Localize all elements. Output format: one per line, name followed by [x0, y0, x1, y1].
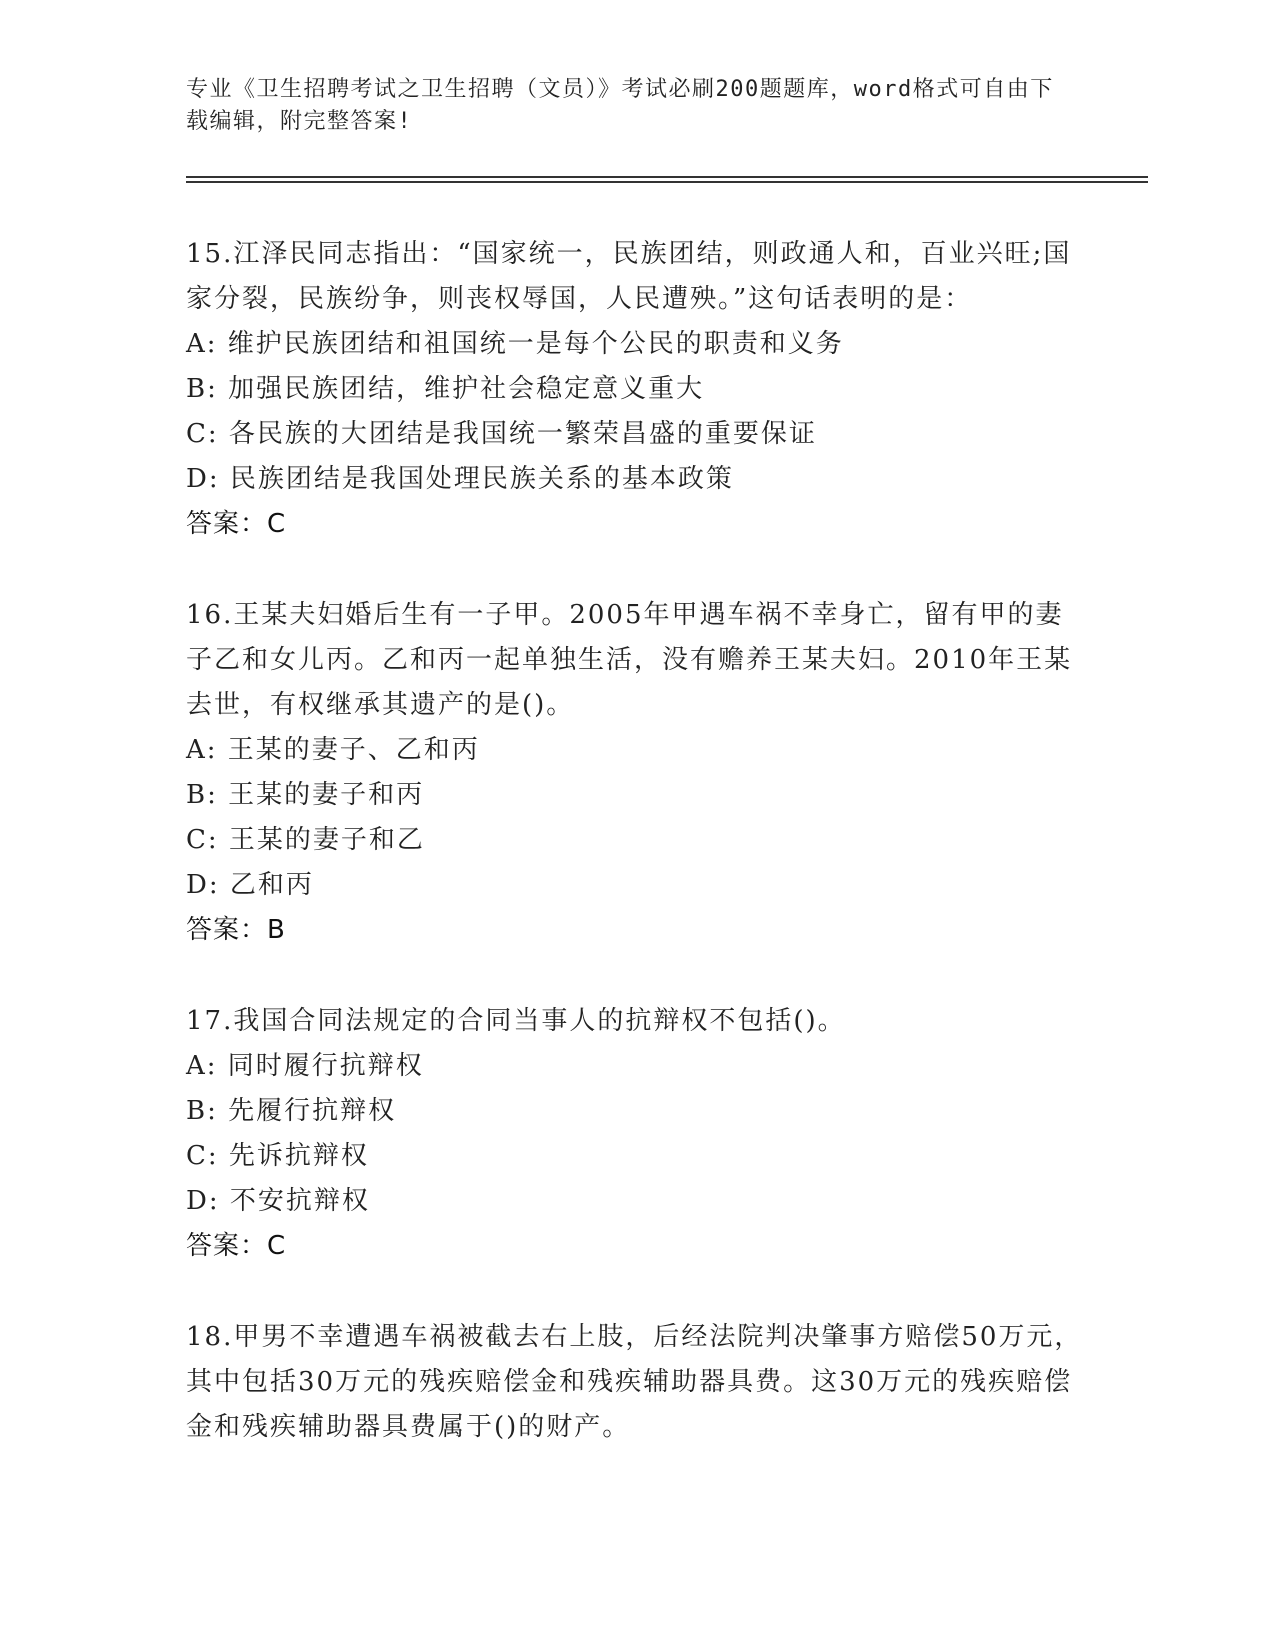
header-divider-top	[186, 176, 1148, 178]
header-divider-bottom	[186, 181, 1148, 183]
question-stem: 17.我国合同法规定的合同当事人的抗辩权不包括()。	[186, 1006, 846, 1036]
option-a: A: 维护民族团结和祖国统一是每个公民的职责和义务	[186, 329, 844, 359]
option-d: D: 民族团结是我国处理民族关系的基本政策	[186, 464, 734, 494]
question-17	[186, 999, 1086, 1269]
option-d: D: 不安抗辩权	[186, 1186, 370, 1216]
question-18	[186, 1315, 1086, 1450]
option-c: C: 先诉抗辩权	[186, 1141, 369, 1171]
header-title: 专业《卫生招聘考试之卫生招聘（文员）》考试必刷200题题库，word格式可自由下载编辑，附完整答案!	[186, 77, 1054, 134]
question-stem: 18.甲男不幸遭遇车祸被截去右上肢，后经法院判决肇事方赔偿50万元，其中包括30万元的残疾赔偿金和残疾辅助器具费。这30万元的残疾赔偿金和残疾辅助器具费属于()的财产。	[186, 1322, 1083, 1442]
option-b: B: 加强民族团结，维护社会稳定意义重大	[186, 374, 705, 404]
answer-line: 答案：C	[186, 1231, 287, 1261]
question-15	[186, 232, 1086, 547]
answer-line: 答案：B	[186, 915, 286, 945]
option-b: B: 先履行抗辩权	[186, 1096, 397, 1126]
question-stem: 15.江泽民同志指出：“国家统一，民族团结，则政通人和，百业兴旺;国家分裂，民族纷争，则丧权辱国，人民遭殃。”这句话表明的是：	[186, 239, 1072, 314]
option-b: B: 王某的妻子和丙	[186, 780, 425, 810]
option-d: D: 乙和丙	[186, 870, 314, 900]
document-header	[186, 74, 1066, 138]
question-16	[186, 593, 1086, 953]
answer-line: 答案：C	[186, 509, 287, 539]
option-a: A: 同时履行抗辩权	[186, 1051, 424, 1081]
question-list	[186, 232, 1086, 1496]
question-stem: 16.王某夫妇婚后生有一子甲。2005年甲遇车祸不幸身亡，留有甲的妻子乙和女儿丙。乙和丙一起单独生活，没有赡养王某夫妇。2010年王某去世，有权继承其遗产的是()。	[186, 600, 1073, 720]
option-a: A: 王某的妻子、乙和丙	[186, 735, 480, 765]
option-c: C: 王某的妻子和乙	[186, 825, 425, 855]
option-c: C: 各民族的大团结是我国统一繁荣昌盛的重要保证	[186, 419, 817, 449]
